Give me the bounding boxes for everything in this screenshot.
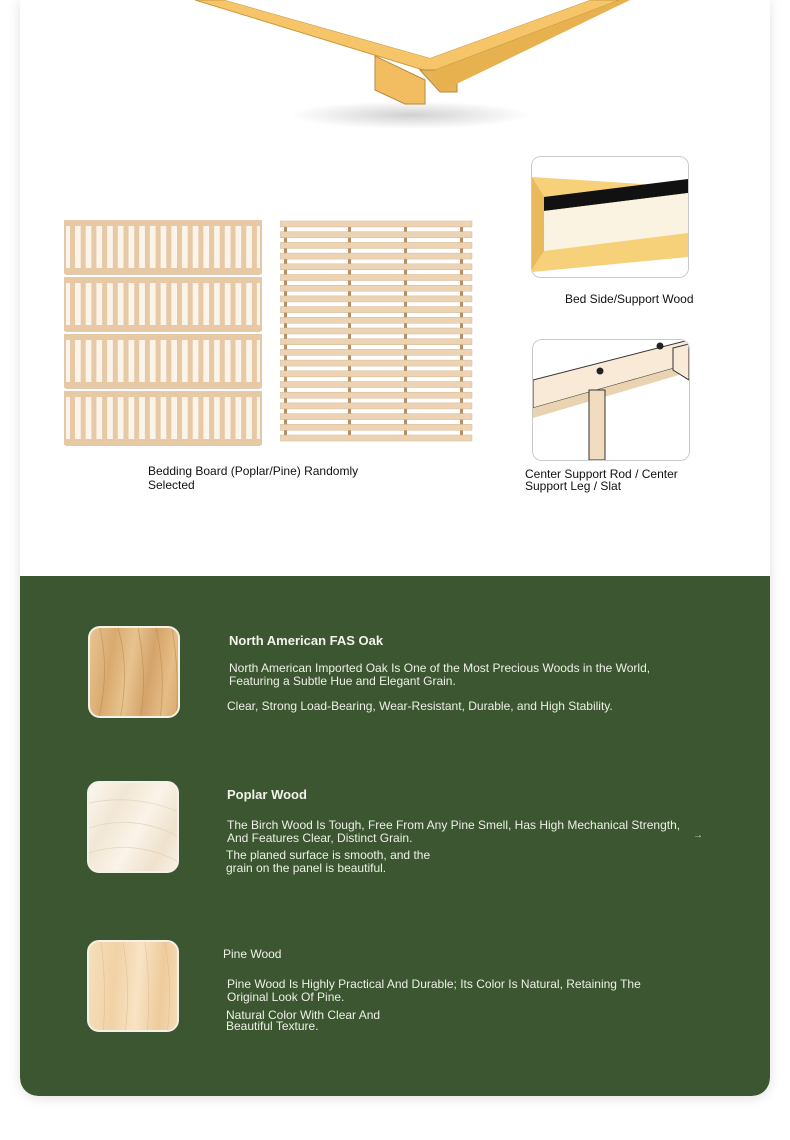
pine-wood-swatch: [87, 940, 179, 1032]
bed-frame-illustration: [20, 0, 770, 140]
oak-title: North American FAS Oak: [229, 633, 384, 648]
poplar-features: The planed surface is smooth, and the grain on the panel is beautiful.: [226, 848, 431, 875]
center-support-detail-image: [532, 339, 690, 461]
bedding-board-flat-illustration: [280, 220, 474, 446]
oak-wood-swatch: [88, 626, 180, 718]
bedding-board-rolled-illustration: [64, 220, 264, 446]
pine-description: Pine Wood Is Highly Practical And Durable; Its Color Is Natural, Retaining The Original Look Of Pine.: [227, 977, 641, 1004]
poplar-title: Poplar Wood: [227, 787, 307, 802]
oak-features: Clear, Strong Load-Bearing, Wear-Resistant, Durable, and High Stability.: [227, 699, 613, 713]
wood-materials-section: [20, 576, 770, 1096]
pine-features: Natural Color With Clear And Beautiful Texture.: [226, 1008, 381, 1033]
bed-side-detail-image: [531, 156, 689, 278]
arrow-icon: →: [693, 830, 703, 841]
bedding-board-caption: Bedding Board (Poplar/Pine) Randomly Selected: [148, 464, 359, 492]
oak-description: North American Imported Oak Is One of the Most Precious Woods in the World, Featuring a Subtle Hue and Elegant Grain.: [229, 661, 651, 688]
pine-title: Pine Wood: [223, 947, 282, 961]
poplar-wood-swatch: [87, 781, 179, 873]
product-detail-card: [20, 0, 770, 1096]
bed-side-caption: Bed Side/Support Wood: [565, 292, 694, 306]
poplar-description: The Birch Wood Is Tough, Free From Any Pine Smell, Has High Mechanical Strength, And Features Clear, Distinct Grain.: [227, 818, 681, 845]
center-support-caption: Center Support Rod / Center Support Leg / Slat: [525, 467, 678, 493]
